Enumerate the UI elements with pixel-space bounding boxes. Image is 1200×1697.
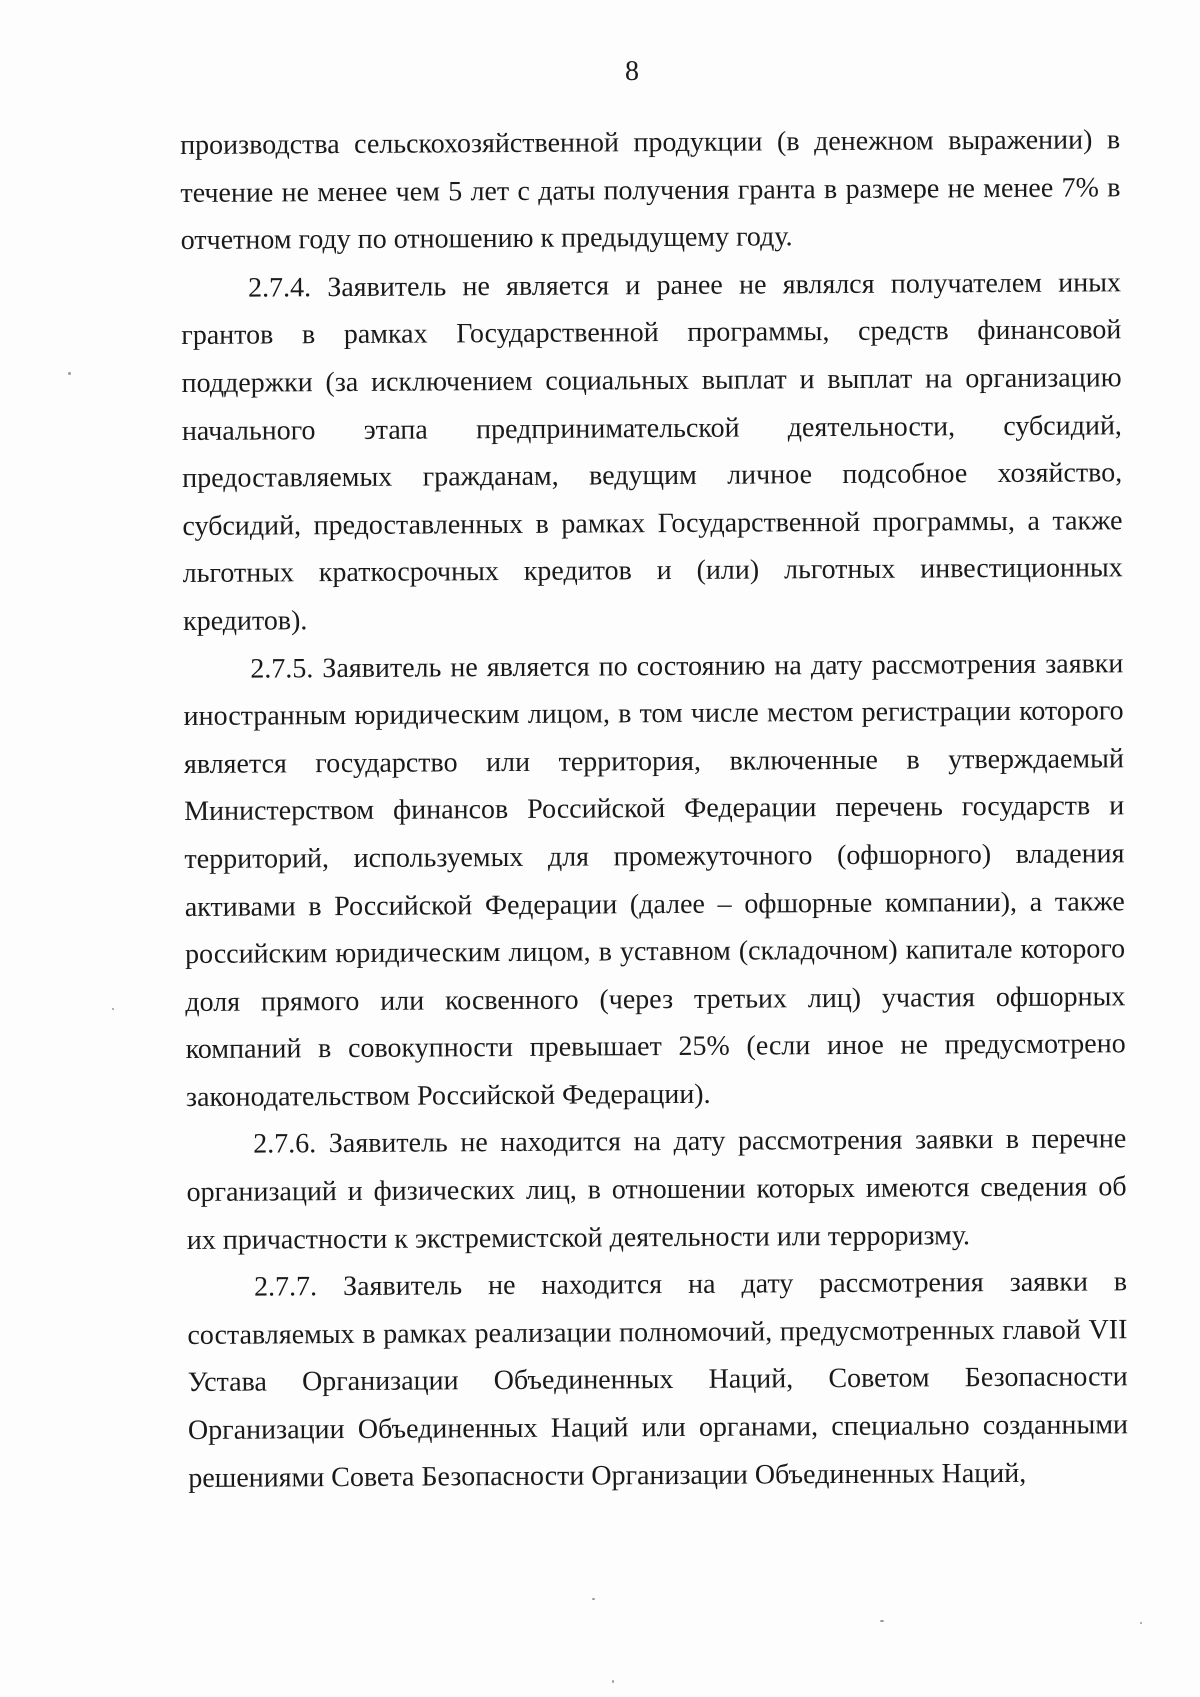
scan-speck [112, 1008, 114, 1010]
paragraph-2-7-4: 2.7.4. Заявитель не является и ранее не являлся получателем иных грантов в рамках Государственной программы, средств финансовой поддержки (за исключением социальных выплат и выплат на организацию начального этапа предпринимательской деятельности, субсидий, предоставляемых гражданам, ведущим личное подсобное хозяйство, субсидий, предоставленных в рамках Государственной программы, а также льготных краткосрочных кредитов и (или) льготных инвестиционных кредитов). [181, 267, 1123, 637]
paragraph-2-7-7: 2.7.7. Заявитель не находится на дату рассмотрения заявки в составляемых в рамках реализации полномочий, предусмотренных главой VII Устава Организации Объединенных Наций, Советом Безопасности Организации Объединенных Наций или органами, специально созданными решениями Совета Безопасности Организации Объединенных Наций, [187, 1266, 1129, 1494]
document-body [180, 116, 1128, 1502]
scan-speck [612, 1680, 614, 1683]
scan-speck [592, 1598, 595, 1600]
paragraph-2-7-5: 2.7.5. Заявитель не является по состоянию на дату рассмотрения заявки иностранным юридическим лицом, в том числе местом регистрации которого является государство или территория, включенные в утверждаемый Министерством финансов Российской Федерации перечень государств и территорий, используемых для промежуточного (офшорного) владения активами в Российской Федерации (далее – офшорные компании), а также российским юридическим лицом, в уставном (складочном) капитале которого доля прямого или косвенного (через третьих лиц) участия офшорных компаний в совокупности превышает 25% (если иное не предусмотрено законодательством Российской Федерации). [183, 647, 1126, 1113]
page-number: 8 [625, 56, 639, 87]
paragraph-continuation: производства сельскохозяйственной продукции (в денежном выражении) в течение не менее чем 5 лет с даты получения гранта в размере не менее 7% в отчетном году по отношению к предыдущему году. [180, 124, 1121, 257]
scan-speck [880, 1620, 884, 1622]
scan-speck [68, 372, 71, 375]
scan-speck [1140, 1622, 1142, 1624]
paragraph-2-7-6: 2.7.6. Заявитель не находится на дату рассмотрения заявки в перечне организаций и физических лиц, в отношении которых имеются сведения об их причастности к экстремистской деятельности или терроризму. [186, 1123, 1127, 1256]
